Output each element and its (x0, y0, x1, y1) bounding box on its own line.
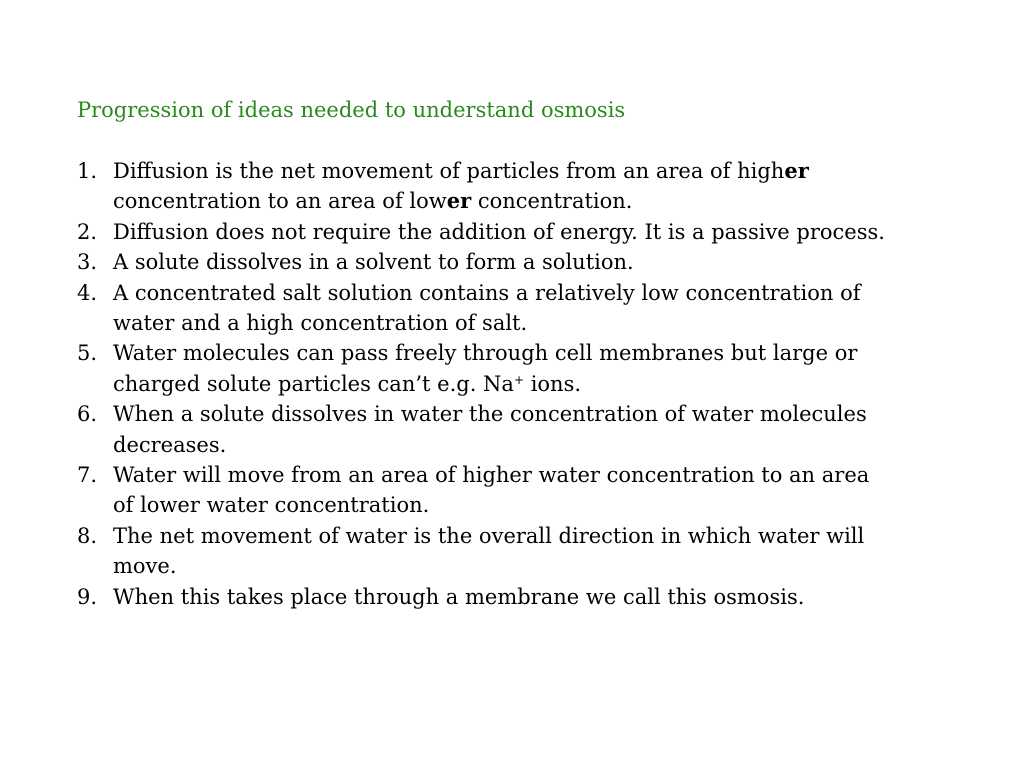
item-number: 8. (77, 523, 98, 548)
item-text: A concentrated salt solution contains a relatively low concentration of water and a high concentration of salt. (113, 280, 861, 336)
list-item-2 (77, 217, 887, 247)
item-text: When a solute dissolves in water the concentration of water molecules decreases. (113, 402, 867, 457)
superscript-charge: + (513, 372, 525, 387)
item-text: Diffusion is the net movement of particles from an area of high (113, 159, 785, 183)
item-text: Water molecules can pass freely through cell membranes but large or charged solute particles can’t e.g. Na (113, 341, 858, 396)
list-item-9 (77, 582, 887, 612)
item-number: 5. (77, 341, 98, 366)
item-number: 1. (77, 159, 98, 183)
item-text: When this takes place through a membrane we call this osmosis. (113, 584, 805, 609)
item-text: Diffusion does not require the addition of energy. It is a passive process. (113, 219, 885, 244)
item-emphasis: er (784, 158, 809, 183)
slide-title: Progression of ideas needed to understand osmosis (77, 98, 626, 122)
item-emphasis: er (446, 188, 472, 214)
item-text: concentration to an area of low (113, 189, 447, 214)
list-item-5 (77, 338, 887, 399)
item-number: 6. (77, 402, 98, 427)
item-text: concentration. (471, 189, 633, 214)
list-item-1 (77, 156, 887, 217)
item-text: A solute dissolves in a solvent to form a solution. (113, 250, 634, 275)
item-number: 4. (77, 280, 98, 305)
item-text: The net movement of water is the overall direction in which water will move. (113, 523, 865, 579)
item-number: 7. (77, 463, 98, 488)
item-number: 3. (77, 250, 98, 275)
item-number: 9. (77, 584, 98, 609)
list-item-3 (77, 247, 887, 277)
list-item-8 (77, 521, 887, 582)
ideas-list (77, 156, 887, 612)
item-text: Water will move from an area of higher water concentration to an area of lower water concentration. (113, 463, 870, 518)
list-item-7 (77, 460, 887, 521)
list-item-6 (77, 399, 887, 460)
item-number: 2. (77, 219, 98, 244)
list-item-4 (77, 278, 887, 339)
item-text: ions. (524, 371, 582, 396)
